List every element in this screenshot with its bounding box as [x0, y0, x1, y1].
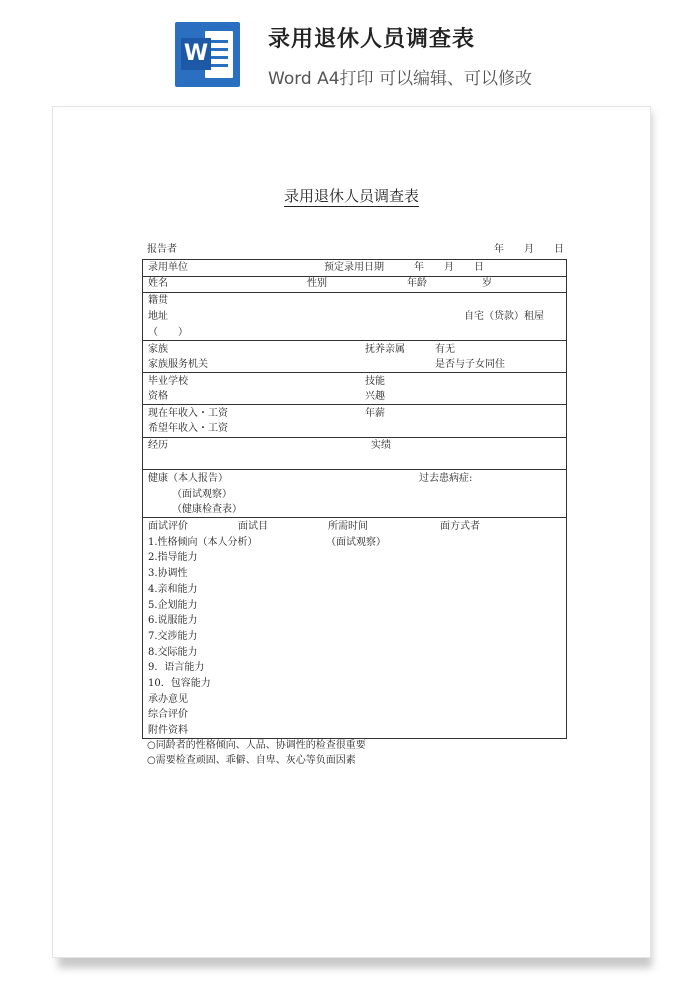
skills-label: 技能 [365, 376, 385, 387]
gender-label: 性别 [307, 278, 327, 289]
age-unit: 岁 [482, 278, 492, 289]
note-2: ○需要检查顽固、乖僻、自卑、灰心等负面因素 [147, 755, 356, 766]
dependents-label: 抚养亲属 [365, 344, 405, 355]
eval-opinion: 承办意见 [148, 694, 188, 705]
eval-overall: 综合评价 [148, 709, 188, 720]
note-1: ○同龄者的性格倾向、人品、协调性的检查很重要 [147, 740, 366, 751]
eval-item-10: 10．包容能力 [148, 678, 211, 689]
expected-income-label: 希望年收入・工资 [148, 423, 228, 434]
eval-item-4: 4.亲和能力 [148, 584, 198, 595]
eval-item-9: 9．语言能力 [148, 662, 205, 673]
family-label: 家族 [148, 344, 168, 355]
eval-item-3: 3.协调性 [148, 568, 188, 579]
eval-item-1: 1.性格倾向（本人分析） [148, 537, 258, 548]
health-interview-observe: （面试观察） [172, 489, 232, 500]
planned-date-ymd: 年 月 日 [414, 262, 484, 273]
health-label: 健康（本人报告） [148, 473, 228, 484]
dependents-value: 有无 [435, 344, 455, 355]
housing-options: 自宅（贷款）租屋 [464, 311, 544, 322]
eval-item-7: 7.交涉能力 [148, 631, 198, 642]
address-paren: （ ） [148, 327, 188, 338]
achievement-label: 实绩 [371, 440, 391, 451]
word-icon [175, 22, 240, 87]
annual-salary-label: 年薪 [365, 408, 385, 419]
family-employer-label: 家族服务机关 [148, 359, 208, 370]
document-title: 录用退休人员调查表 [283, 187, 419, 205]
hire-unit-label: 录用单位 [148, 262, 188, 273]
eval-header-item: 面试目 [238, 521, 268, 532]
eval-attachments: 附件资料 [148, 725, 188, 736]
address-label: 地址 [148, 311, 168, 322]
eval-header-time: 所需时间 [328, 521, 368, 532]
name-label: 姓名 [148, 278, 168, 289]
word-letter: W [181, 38, 211, 70]
past-illness-label: 过去患病症: [419, 473, 473, 484]
header-subtitle: Word A4打印 可以编辑、可以修改 [268, 69, 532, 89]
header-title: 录用退休人员调查表 [268, 27, 476, 52]
current-income-label: 现在年收入・工资 [148, 408, 228, 419]
eval-item-1-note: （面试观察） [326, 537, 386, 548]
live-with-children-label: 是否与子女同住 [435, 359, 505, 370]
eval-item-5: 5.企划能力 [148, 600, 198, 611]
school-label: 毕业学校 [148, 376, 188, 387]
eval-item-8: 8.交际能力 [148, 647, 198, 658]
hobby-label: 兴趣 [365, 391, 385, 402]
survey-form [142, 259, 567, 739]
eval-item-2: 2.指导能力 [148, 552, 198, 563]
qualification-label: 资格 [148, 391, 168, 402]
health-check-label: （健康检查表） [172, 504, 242, 515]
eval-header-label: 面试评价 [148, 521, 188, 532]
document-page [52, 106, 651, 958]
native-place-label: 籍贯 [148, 295, 168, 306]
reporter-label: 报告者 [147, 244, 177, 255]
planned-date-label: 预定录用日期 [324, 262, 384, 273]
eval-item-6: 6.说服能力 [148, 615, 198, 626]
report-date: 年 月 日 [494, 244, 564, 255]
experience-label: 经历 [148, 440, 168, 451]
eval-header-method: 面方式者 [440, 521, 480, 532]
age-label: 年龄 [407, 278, 427, 289]
